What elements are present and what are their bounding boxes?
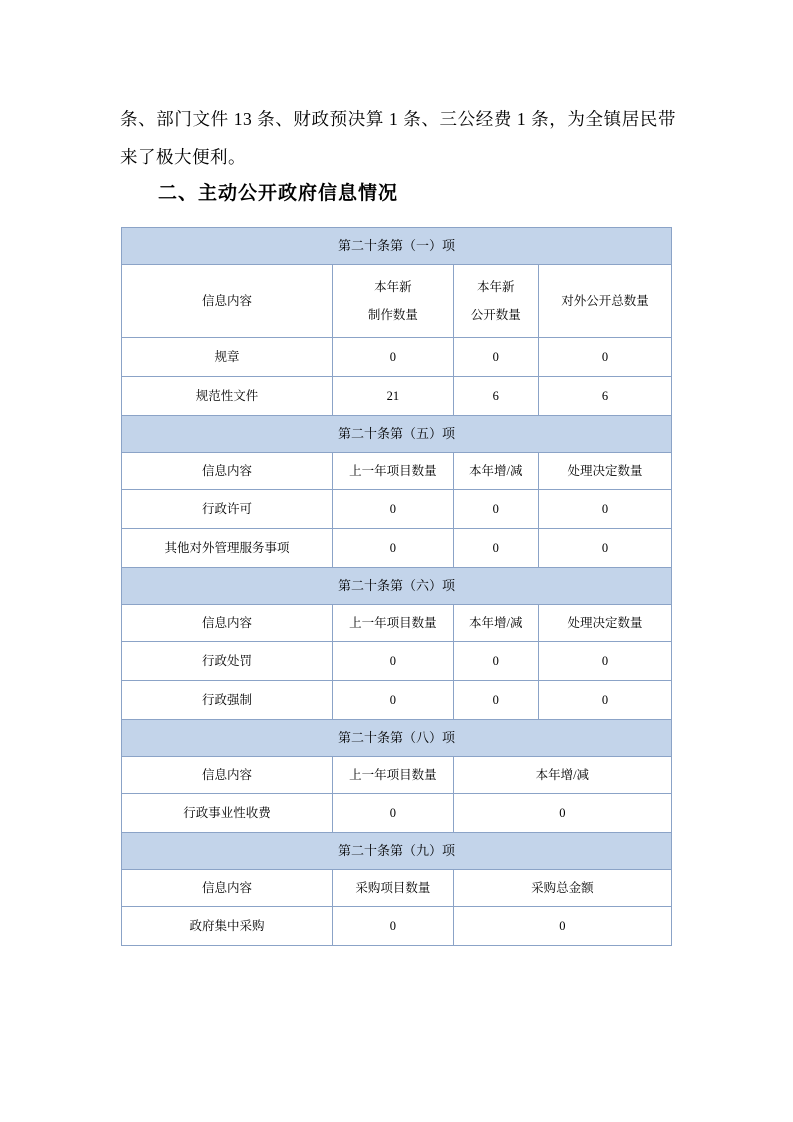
column-header: 处理决定数量 xyxy=(538,605,671,642)
cell-value: 21 xyxy=(333,377,454,416)
row-label: 行政强制 xyxy=(122,681,333,720)
column-header: 上一年项目数量 xyxy=(333,605,454,642)
table-row xyxy=(122,794,672,833)
column-header: 本年增/减 xyxy=(453,453,538,490)
group-title: 第二十条第（八）项 xyxy=(122,720,672,757)
cell-value: 0 xyxy=(453,338,538,377)
cell-value: 0 xyxy=(333,338,454,377)
group-title: 第二十条第（六）项 xyxy=(122,568,672,605)
cell-value: 0 xyxy=(538,338,671,377)
body-paragraph xyxy=(120,100,676,176)
cell-value: 6 xyxy=(453,377,538,416)
table-row xyxy=(122,642,672,681)
cell-value: 6 xyxy=(538,377,671,416)
table-row xyxy=(122,907,672,946)
table-row xyxy=(122,529,672,568)
column-header-line2: 公开数量 xyxy=(470,308,521,322)
table-row xyxy=(122,377,672,416)
table-row xyxy=(122,870,672,907)
table-row xyxy=(122,720,672,757)
cell-value: 0 xyxy=(333,681,454,720)
table-row xyxy=(122,265,672,338)
table-row xyxy=(122,490,672,529)
column-header-line1: 本年新 xyxy=(477,280,515,294)
column-header: 上一年项目数量 xyxy=(333,453,454,490)
cell-value: 0 xyxy=(333,529,454,568)
column-header: 上一年项目数量 xyxy=(333,757,454,794)
cell-value: 0 xyxy=(453,907,671,946)
row-label: 政府集中采购 xyxy=(122,907,333,946)
column-header: 本年增/减 xyxy=(453,757,671,794)
column-header-line2: 制作数量 xyxy=(367,308,418,322)
column-header: 信息内容 xyxy=(122,870,333,907)
column-header: 信息内容 xyxy=(122,453,333,490)
row-label: 行政处罚 xyxy=(122,642,333,681)
cell-value: 0 xyxy=(538,642,671,681)
table-row xyxy=(122,228,672,265)
column-header: 采购总金额 xyxy=(453,870,671,907)
row-label: 行政事业性收费 xyxy=(122,794,333,833)
column-header: 信息内容 xyxy=(122,757,333,794)
table-row xyxy=(122,605,672,642)
cell-value: 0 xyxy=(333,907,454,946)
row-label: 行政许可 xyxy=(122,490,333,529)
cell-value: 0 xyxy=(538,490,671,529)
group-title: 第二十条第（五）项 xyxy=(122,416,672,453)
table-row xyxy=(122,833,672,870)
cell-value: 0 xyxy=(538,529,671,568)
table-row xyxy=(122,757,672,794)
table-row xyxy=(122,338,672,377)
column-header: 本年增/减 xyxy=(453,605,538,642)
column-header: 信息内容 xyxy=(122,605,333,642)
page-title: 二、主动公开政府信息情况 xyxy=(158,182,399,204)
column-header xyxy=(453,265,538,338)
cell-value: 0 xyxy=(538,681,671,720)
cell-value: 0 xyxy=(453,681,538,720)
cell-value: 0 xyxy=(333,642,454,681)
row-label: 规章 xyxy=(122,338,333,377)
cell-value: 0 xyxy=(333,794,454,833)
table-row xyxy=(122,416,672,453)
cell-value: 0 xyxy=(333,490,454,529)
group-title: 第二十条第（九）项 xyxy=(122,833,672,870)
row-label: 规范性文件 xyxy=(122,377,333,416)
information-disclosure-tables xyxy=(121,227,672,946)
table-row xyxy=(122,681,672,720)
column-header: 采购项目数量 xyxy=(333,870,454,907)
column-header: 信息内容 xyxy=(122,265,333,338)
paragraph-text: 条、部门文件 13 条、财政预决算 1 条、三公经费 1 条，为全镇居民带来了极大便利。 xyxy=(120,109,676,167)
table-row xyxy=(122,453,672,490)
column-header: 对外公开总数量 xyxy=(538,265,671,338)
report-table xyxy=(121,227,672,946)
row-label: 其他对外管理服务事项 xyxy=(122,529,333,568)
column-header xyxy=(333,265,454,338)
cell-value: 0 xyxy=(453,642,538,681)
cell-value: 0 xyxy=(453,794,671,833)
table-row xyxy=(122,568,672,605)
group-title: 第二十条第（一）项 xyxy=(122,228,672,265)
cell-value: 0 xyxy=(453,490,538,529)
column-header: 处理决定数量 xyxy=(538,453,671,490)
column-header-line1: 本年新 xyxy=(374,280,412,294)
cell-value: 0 xyxy=(453,529,538,568)
